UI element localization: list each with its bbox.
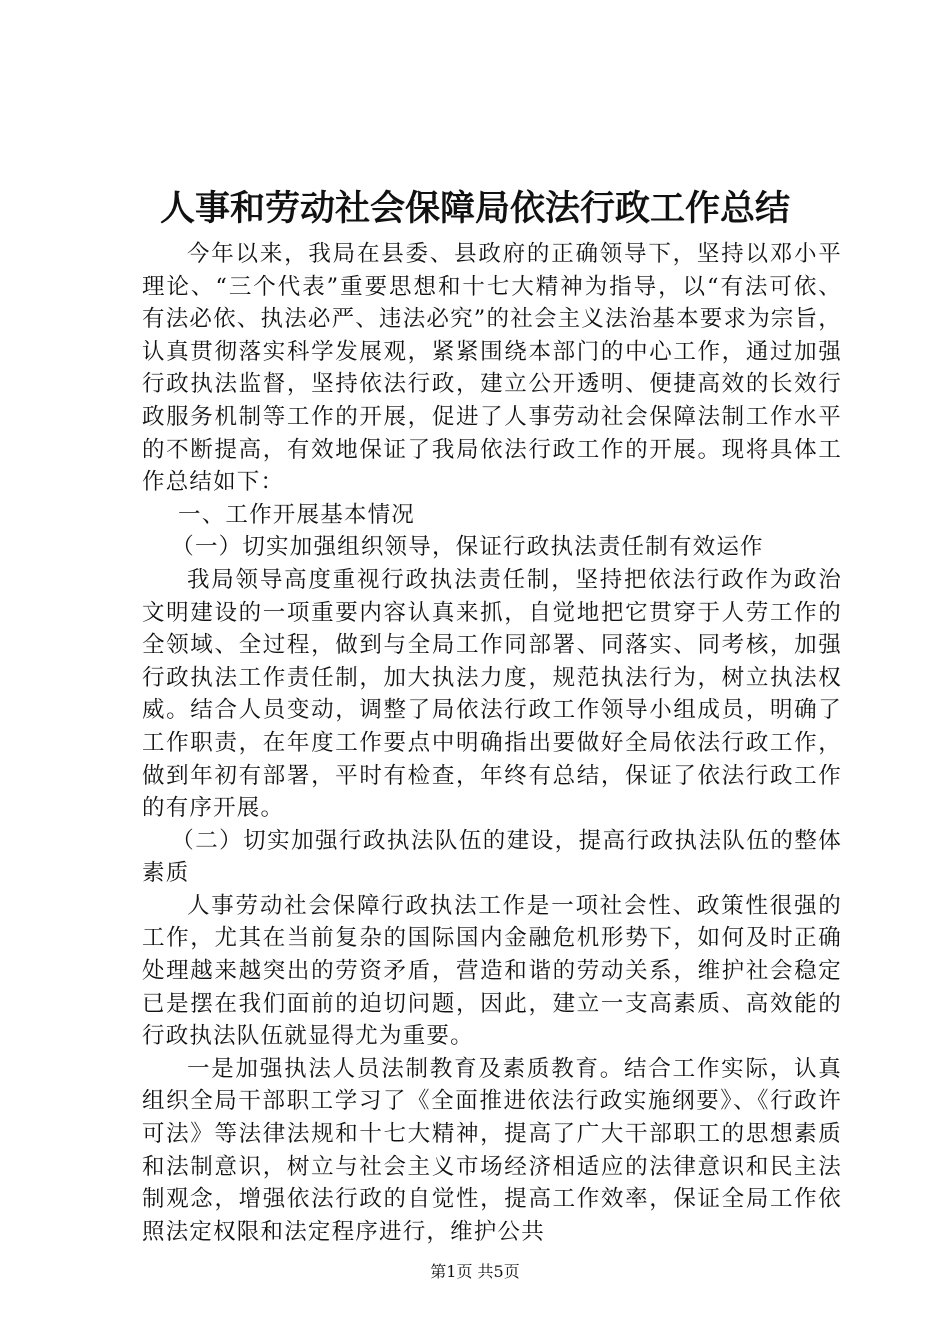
page-number-footer: 第1页 共5页 [430,1262,520,1281]
subsection-heading-2: （二）切实加强行政执法队伍的建设，提高行政执法队伍的整体素质 [142,827,842,887]
intro-paragraph: 今年以来，我局在县委、县政府的正确领导下，坚持以邓小平理论、“三个代表”重要思想和十七大精神为指导，以“有法可依、有法必依、执法必严、违法必究”的社会主义法治基本要求为宗旨，认真贯彻落实科学发展观，紧紧围绕本部门的中心工作，通过加强行政执法监督，坚持依法行政，建立公开透明、便捷高效的长效行政服务机制等工作的开展，促进了人事劳动社会保障法制工作水平的不断提高，有效地保证了我局依法行政工作的开展。现将具体工作总结如下： [142,241,843,496]
section-heading: 一、工作开展基本情况 [178,501,416,528]
body-paragraph: 一是加强执法人员法制教育及素质教育。结合工作实际，认真组织全局干部职工学习了《全面推进依法行政实施纲要》、《行政许可法》等法律法规和十七大精神，提高了广大干部职工的思想素质和法制意识，树立与社会主义市场经济相适应的法律意识和民主法制观念，增强依法行政的自觉性，提高工作效率，保证全局工作依照法定权限和法定程序进行，维护公共 [142,1055,842,1245]
subsection-heading-1: （一）切实加强组织领导，保证行政执法责任制有效运作 [171,534,764,561]
document-body [142,238,842,1248]
body-paragraph: 人事劳动社会保障行政执法工作是一项社会性、政策性很强的工作，尤其在当前复杂的国际国内金融危机形势下，如何及时正确处理越来越突出的劳资矛盾，营造和谐的劳动关系，维护社会稳定已是摆在我们面前的迫切问题，因此，建立一支高素质、高效能的行政执法队伍就显得尤为重要。 [142,892,842,1050]
document-title: 人事和劳动社会保障局依法行政工作总结 [159,188,790,229]
body-paragraph: 我局领导高度重视行政执法责任制，坚持把依法行政作为政治文明建设的一项重要内容认真来抓，自觉地把它贯穿于人劳工作的全领域、全过程，做到与全局工作同部署、同落实、同考核，加强行政执法工作责任制，加大执法力度，规范执法行为，树立执法权威。结合人员变动，调整了局依法行政工作领导小组成员，明确了工作职责，在年度工作要点中明确指出要做好全局依法行政工作，做到年初有部署，平时有检查，年终有总结，保证了依法行政工作的有序开展。 [142,566,842,822]
